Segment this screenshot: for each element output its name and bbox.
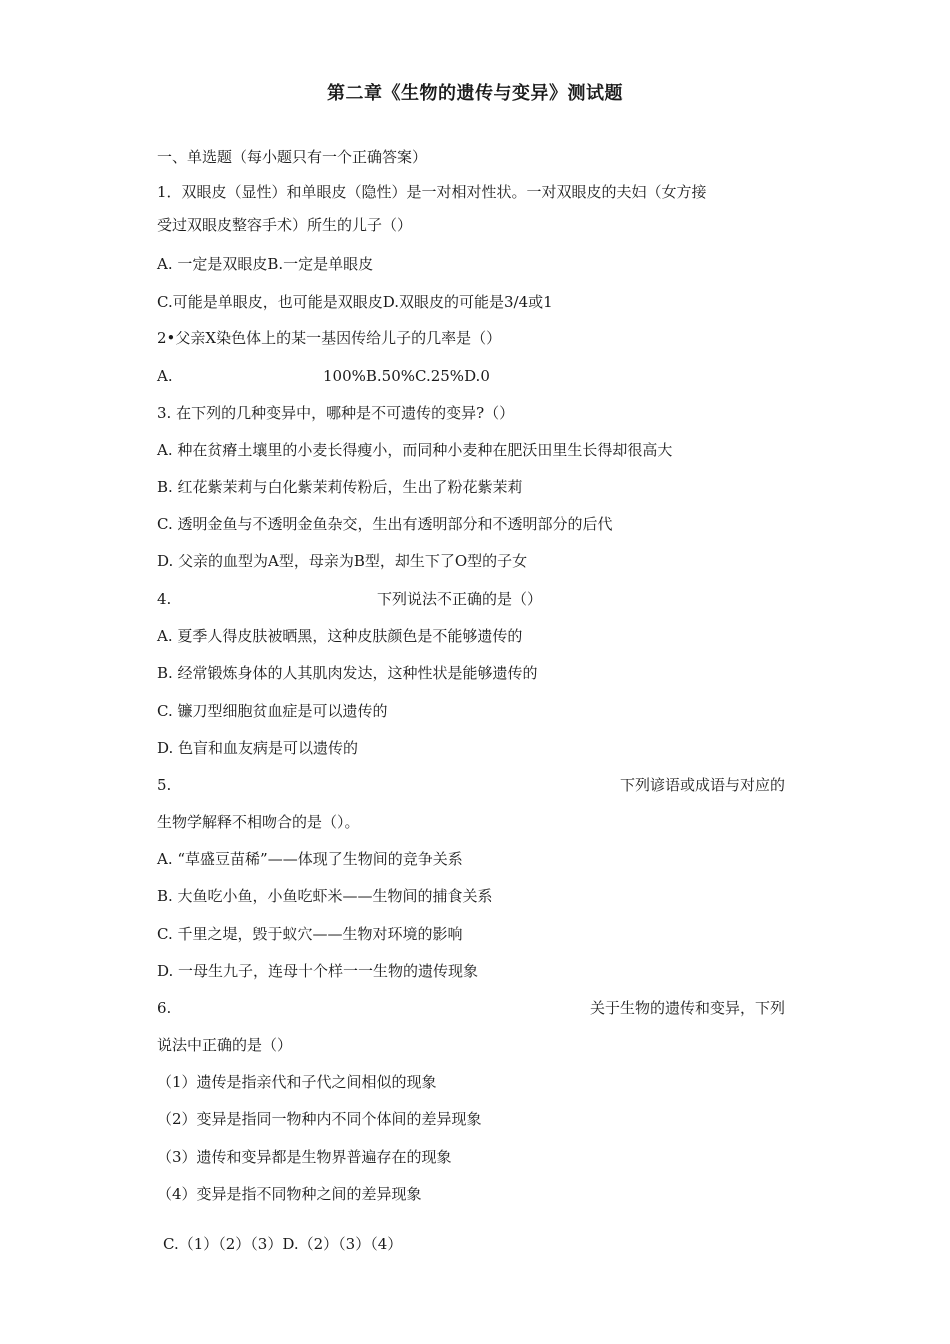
q5-option-c: C. 千里之堤，毁于蚁穴——生物对环境的影响	[157, 925, 463, 943]
q3-option-c: C. 透明金鱼与不透明金鱼杂交，生出有透明部分和不透明部分的后代	[157, 515, 613, 533]
q5-stem-line1	[157, 775, 785, 795]
q1-stem-line1: 1．双眼皮（显性）和单眼皮（隐性）是一对相对性状。一对双眼皮的夫妇（女方接	[157, 183, 707, 201]
q5-option-b: B. 大鱼吃小鱼，小鱼吃虾米——生物间的捕食关系	[157, 887, 493, 905]
q4-option-a: A. 夏季人得皮肤被晒黑，这种皮肤颜色是不能够遗传的	[157, 627, 523, 645]
q6-options-cd: C.（1）（2）（3）D.（2）（3）（4）	[163, 1235, 403, 1253]
q1-stem-line2: 受过双眼皮整容手术）所生的儿子（）	[157, 216, 413, 234]
q1-options-ab: A. 一定是双眼皮B.一定是单眼皮	[157, 255, 374, 273]
q2-stem: 2•父亲X染色体上的某一基因传给儿子的几率是（）	[157, 329, 502, 347]
section-heading: 一、单选题（每小题只有一个正确答案）	[157, 148, 428, 166]
q1-options-cd: C.可能是单眼皮，也可能是双眼皮D.双眼皮的可能是3/4或1	[157, 293, 553, 311]
q4-number: 4.	[157, 590, 172, 608]
q2-options: 100%B.50%C.25%D.0	[323, 367, 490, 385]
q3-option-b: B. 红花紫茉莉与白化紫茉莉传粉后，生出了粉花紫茉莉	[157, 478, 523, 496]
q6-number: 6.	[157, 999, 172, 1017]
q4-stem: 下列说法不正确的是（）	[377, 590, 543, 608]
q6-stem-right: 关于生物的遗传和变异，下列	[589, 999, 785, 1017]
q4-option-d: D. 色盲和血友病是可以遗传的	[157, 739, 359, 757]
q3-option-d: D. 父亲的血型为A型，母亲为B型，却生下了O型的子女	[157, 552, 528, 570]
q5-option-d: D. 一母生九子，连母十个样一一生物的遗传现象	[157, 962, 479, 980]
q4-option-b: B. 经常锻炼身体的人其肌肉发达，这种性状是能够遗传的	[157, 664, 538, 682]
q2-option-label: A.	[157, 367, 173, 385]
q6-statement-1: （1）遗传是指亲代和子代之间相似的现象	[157, 1073, 437, 1091]
q5-stem-line2: 生物学解释不相吻合的是（）。	[157, 813, 360, 831]
q5-number: 5.	[157, 776, 172, 794]
q3-stem: 3. 在下列的几种变异中，哪种是不可遗传的变异?（）	[157, 404, 515, 422]
q4-option-c: C. 镰刀型细胞贫血症是可以遗传的	[157, 702, 388, 720]
page-title: 第二章《生物的遗传与变异》测试题	[327, 83, 623, 104]
q3-option-a: A. 种在贫瘠土壤里的小麦长得瘦小，而同种小麦种在肥沃田里生长得却很高大	[157, 441, 673, 459]
q6-stem-line1	[157, 998, 785, 1018]
q6-statement-2: （2）变异是指同一物种内不同个体间的差异现象	[157, 1110, 482, 1128]
q6-statement-3: （3）遗传和变异都是生物界普遍存在的现象	[157, 1148, 452, 1166]
q6-statement-4: （4）变异是指不同物种之间的差异现象	[157, 1185, 422, 1203]
q5-stem-right: 下列谚语或成语与对应的	[619, 776, 785, 794]
q5-option-a: A. “草盛豆苗稀”——体现了生物间的竞争关系	[157, 850, 463, 868]
q6-stem-line2: 说法中正确的是（）	[157, 1036, 293, 1054]
